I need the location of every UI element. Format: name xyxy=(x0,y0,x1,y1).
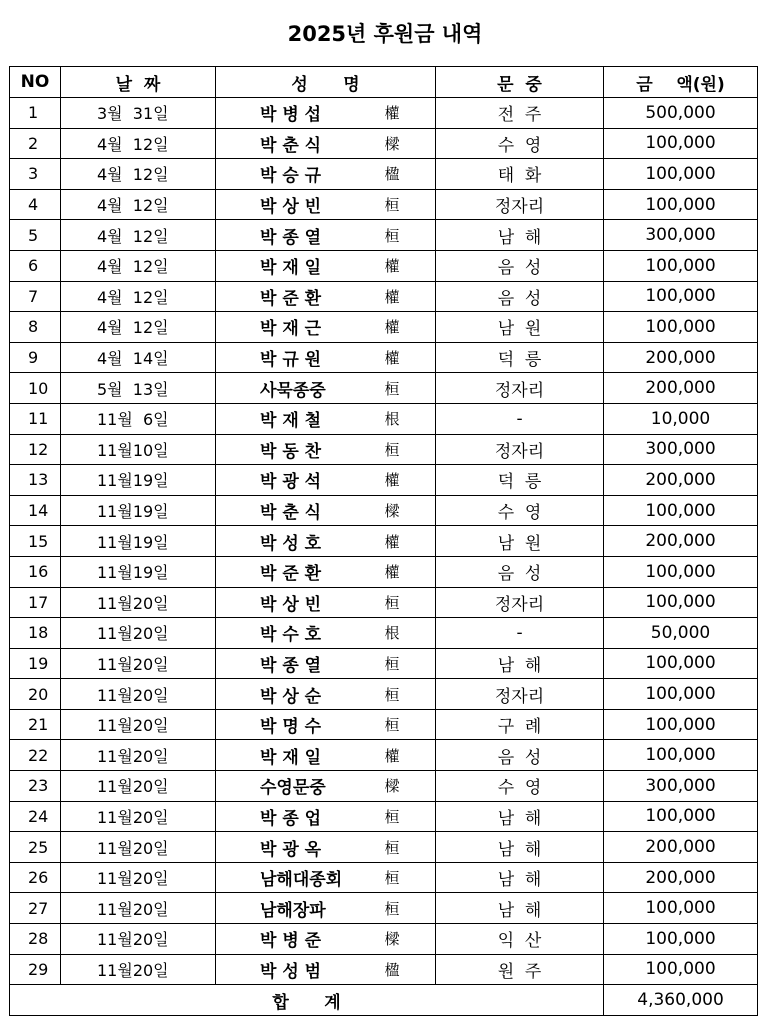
cell-hanja: 楹 xyxy=(385,159,436,190)
cell-amount: 100,000 xyxy=(604,924,758,955)
cell-donor-name: 박 재 근 xyxy=(216,312,385,343)
table-row xyxy=(10,801,758,832)
cell-date: 11월20일 xyxy=(61,954,216,985)
cell-hanja: 桓 xyxy=(385,679,436,710)
cell-no: 8 xyxy=(10,312,61,343)
cell-hanja: 桓 xyxy=(385,801,436,832)
table-row xyxy=(10,618,758,649)
cell-amount: 100,000 xyxy=(604,159,758,190)
cell-clan: 정자리 xyxy=(436,434,604,465)
cell-date: 11월20일 xyxy=(61,832,216,863)
table-row xyxy=(10,832,758,863)
cell-clan: 구 례 xyxy=(436,709,604,740)
cell-hanja: 樑 xyxy=(385,924,436,955)
table-row xyxy=(10,648,758,679)
cell-hanja: 權 xyxy=(385,465,436,496)
cell-donor-name: 남해장파 xyxy=(216,893,385,924)
cell-amount: 100,000 xyxy=(604,893,758,924)
cell-no: 29 xyxy=(10,954,61,985)
cell-donor-name: 사묵종중 xyxy=(216,373,385,404)
cell-donor-name: 박 동 찬 xyxy=(216,434,385,465)
cell-clan: - xyxy=(436,403,604,434)
table-row xyxy=(10,312,758,343)
cell-amount: 300,000 xyxy=(604,434,758,465)
cell-donor-name: 박 재 일 xyxy=(216,250,385,281)
cell-no: 28 xyxy=(10,924,61,955)
cell-amount: 100,000 xyxy=(604,250,758,281)
cell-no: 24 xyxy=(10,801,61,832)
cell-date: 11월20일 xyxy=(61,709,216,740)
cell-no: 14 xyxy=(10,495,61,526)
cell-hanja: 桓 xyxy=(385,434,436,465)
cell-date: 5월 13일 xyxy=(61,373,216,404)
cell-date: 4월 14일 xyxy=(61,342,216,373)
cell-clan: 음 성 xyxy=(436,281,604,312)
table-row xyxy=(10,771,758,802)
cell-date: 11월20일 xyxy=(61,924,216,955)
cell-clan: 원 주 xyxy=(436,954,604,985)
table-row xyxy=(10,679,758,710)
cell-clan: 익 산 xyxy=(436,924,604,955)
total-row xyxy=(10,985,758,1016)
table-row xyxy=(10,954,758,985)
cell-clan: 수 영 xyxy=(436,495,604,526)
cell-date: 4월 12일 xyxy=(61,250,216,281)
cell-date: 3월 31일 xyxy=(61,98,216,129)
cell-clan: 남 원 xyxy=(436,312,604,343)
cell-no: 20 xyxy=(10,679,61,710)
cell-donor-name: 박 종 열 xyxy=(216,648,385,679)
cell-clan: 전 주 xyxy=(436,98,604,129)
cell-amount: 100,000 xyxy=(604,648,758,679)
cell-amount: 200,000 xyxy=(604,526,758,557)
cell-amount: 100,000 xyxy=(604,495,758,526)
cell-clan: 남 원 xyxy=(436,526,604,557)
cell-clan: 남 해 xyxy=(436,801,604,832)
cell-donor-name: 박 춘 식 xyxy=(216,128,385,159)
cell-date: 4월 12일 xyxy=(61,189,216,220)
cell-hanja: 桓 xyxy=(385,373,436,404)
cell-amount: 100,000 xyxy=(604,281,758,312)
cell-no: 27 xyxy=(10,893,61,924)
cell-date: 11월20일 xyxy=(61,862,216,893)
cell-hanja: 桓 xyxy=(385,189,436,220)
cell-clan: 남 해 xyxy=(436,648,604,679)
table-row xyxy=(10,189,758,220)
header-name: 성 명 xyxy=(216,67,436,98)
header-amount: 금 액(원) xyxy=(604,67,758,98)
cell-hanja: 權 xyxy=(385,342,436,373)
header-no: NO xyxy=(10,67,61,98)
cell-no: 25 xyxy=(10,832,61,863)
cell-no: 15 xyxy=(10,526,61,557)
cell-hanja: 權 xyxy=(385,312,436,343)
cell-amount: 300,000 xyxy=(604,771,758,802)
cell-date: 4월 12일 xyxy=(61,281,216,312)
cell-donor-name: 박 종 업 xyxy=(216,801,385,832)
cell-date: 4월 12일 xyxy=(61,159,216,190)
cell-amount: 10,000 xyxy=(604,403,758,434)
cell-hanja: 桓 xyxy=(385,648,436,679)
cell-donor-name: 박 상 순 xyxy=(216,679,385,710)
cell-clan: 음 성 xyxy=(436,556,604,587)
cell-clan: 덕 릉 xyxy=(436,342,604,373)
cell-date: 4월 12일 xyxy=(61,220,216,251)
cell-amount: 100,000 xyxy=(604,679,758,710)
cell-date: 11월20일 xyxy=(61,771,216,802)
cell-date: 11월19일 xyxy=(61,526,216,557)
cell-clan: 정자리 xyxy=(436,373,604,404)
cell-amount: 100,000 xyxy=(604,709,758,740)
cell-clan: - xyxy=(436,618,604,649)
cell-donor-name: 수영문중 xyxy=(216,771,385,802)
cell-clan: 남 해 xyxy=(436,862,604,893)
cell-no: 18 xyxy=(10,618,61,649)
cell-date: 11월20일 xyxy=(61,587,216,618)
table-row xyxy=(10,281,758,312)
table-row xyxy=(10,465,758,496)
cell-donor-name: 박 준 환 xyxy=(216,556,385,587)
cell-hanja: 桓 xyxy=(385,587,436,618)
cell-no: 12 xyxy=(10,434,61,465)
table-row xyxy=(10,159,758,190)
cell-date: 11월19일 xyxy=(61,465,216,496)
cell-donor-name: 박 재 철 xyxy=(216,403,385,434)
table-row xyxy=(10,495,758,526)
table-row xyxy=(10,373,758,404)
table-row xyxy=(10,709,758,740)
cell-date: 11월20일 xyxy=(61,893,216,924)
cell-amount: 100,000 xyxy=(604,801,758,832)
table-row xyxy=(10,403,758,434)
cell-date: 11월 6일 xyxy=(61,403,216,434)
cell-amount: 300,000 xyxy=(604,220,758,251)
table-row xyxy=(10,98,758,129)
cell-no: 17 xyxy=(10,587,61,618)
cell-hanja: 權 xyxy=(385,526,436,557)
table-row xyxy=(10,220,758,251)
cell-amount: 100,000 xyxy=(604,312,758,343)
cell-hanja: 桓 xyxy=(385,220,436,251)
cell-hanja: 楹 xyxy=(385,954,436,985)
cell-clan: 정자리 xyxy=(436,679,604,710)
cell-donor-name: 박 광 석 xyxy=(216,465,385,496)
cell-donor-name: 박 규 원 xyxy=(216,342,385,373)
cell-donor-name: 박 상 빈 xyxy=(216,189,385,220)
cell-amount: 100,000 xyxy=(604,587,758,618)
cell-no: 23 xyxy=(10,771,61,802)
cell-clan: 남 해 xyxy=(436,832,604,863)
cell-clan: 정자리 xyxy=(436,189,604,220)
cell-no: 3 xyxy=(10,159,61,190)
cell-amount: 50,000 xyxy=(604,618,758,649)
cell-donor-name: 박 명 수 xyxy=(216,709,385,740)
cell-no: 26 xyxy=(10,862,61,893)
cell-hanja: 桓 xyxy=(385,832,436,863)
table-row xyxy=(10,526,758,557)
cell-date: 11월19일 xyxy=(61,556,216,587)
cell-no: 6 xyxy=(10,250,61,281)
cell-no: 13 xyxy=(10,465,61,496)
cell-donor-name: 박 승 규 xyxy=(216,159,385,190)
cell-clan: 음 성 xyxy=(436,250,604,281)
cell-hanja: 根 xyxy=(385,618,436,649)
cell-amount: 100,000 xyxy=(604,556,758,587)
cell-clan: 덕 릉 xyxy=(436,465,604,496)
cell-date: 4월 12일 xyxy=(61,128,216,159)
header-clan: 문 중 xyxy=(436,67,604,98)
cell-donor-name: 박 춘 식 xyxy=(216,495,385,526)
cell-date: 11월10일 xyxy=(61,434,216,465)
cell-date: 11월20일 xyxy=(61,648,216,679)
cell-hanja: 樑 xyxy=(385,771,436,802)
total-label: 합 계 xyxy=(10,985,604,1016)
cell-no: 22 xyxy=(10,740,61,771)
cell-donor-name: 박 종 열 xyxy=(216,220,385,251)
cell-clan: 남 해 xyxy=(436,220,604,251)
cell-clan: 태 화 xyxy=(436,159,604,190)
cell-donor-name: 박 성 호 xyxy=(216,526,385,557)
cell-no: 11 xyxy=(10,403,61,434)
cell-hanja: 樑 xyxy=(385,128,436,159)
table-row xyxy=(10,128,758,159)
cell-date: 11월19일 xyxy=(61,495,216,526)
cell-donor-name: 남해대종회 xyxy=(216,862,385,893)
cell-no: 10 xyxy=(10,373,61,404)
table-body xyxy=(10,98,758,985)
cell-clan: 수 영 xyxy=(436,771,604,802)
cell-hanja: 權 xyxy=(385,556,436,587)
cell-donor-name: 박 병 준 xyxy=(216,924,385,955)
cell-amount: 200,000 xyxy=(604,373,758,404)
cell-hanja: 權 xyxy=(385,250,436,281)
table-header-row xyxy=(10,67,758,98)
table-row xyxy=(10,434,758,465)
cell-clan: 남 해 xyxy=(436,893,604,924)
cell-date: 11월20일 xyxy=(61,740,216,771)
cell-clan: 음 성 xyxy=(436,740,604,771)
cell-donor-name: 박 병 섭 xyxy=(216,98,385,129)
cell-amount: 100,000 xyxy=(604,740,758,771)
cell-clan: 정자리 xyxy=(436,587,604,618)
cell-hanja: 桓 xyxy=(385,862,436,893)
cell-no: 16 xyxy=(10,556,61,587)
cell-amount: 200,000 xyxy=(604,862,758,893)
cell-hanja: 權 xyxy=(385,281,436,312)
cell-hanja: 權 xyxy=(385,98,436,129)
cell-hanja: 桓 xyxy=(385,709,436,740)
table-row xyxy=(10,342,758,373)
cell-amount: 100,000 xyxy=(604,128,758,159)
cell-no: 21 xyxy=(10,709,61,740)
cell-hanja: 根 xyxy=(385,403,436,434)
cell-donor-name: 박 광 옥 xyxy=(216,832,385,863)
cell-amount: 500,000 xyxy=(604,98,758,129)
total-amount: 4,360,000 xyxy=(604,985,758,1016)
cell-no: 9 xyxy=(10,342,61,373)
cell-hanja: 桓 xyxy=(385,893,436,924)
cell-amount: 100,000 xyxy=(604,189,758,220)
table-row xyxy=(10,587,758,618)
table-row xyxy=(10,556,758,587)
cell-hanja: 權 xyxy=(385,740,436,771)
cell-date: 11월20일 xyxy=(61,801,216,832)
cell-date: 11월20일 xyxy=(61,679,216,710)
table-row xyxy=(10,740,758,771)
cell-donor-name: 박 상 빈 xyxy=(216,587,385,618)
cell-date: 11월20일 xyxy=(61,618,216,649)
cell-amount: 100,000 xyxy=(604,954,758,985)
table-row xyxy=(10,862,758,893)
cell-amount: 200,000 xyxy=(604,342,758,373)
cell-no: 19 xyxy=(10,648,61,679)
header-date: 날 짜 xyxy=(61,67,216,98)
cell-amount: 200,000 xyxy=(604,832,758,863)
cell-donor-name: 박 준 환 xyxy=(216,281,385,312)
cell-donor-name: 박 수 호 xyxy=(216,618,385,649)
cell-no: 2 xyxy=(10,128,61,159)
cell-donor-name: 박 재 일 xyxy=(216,740,385,771)
cell-hanja: 樑 xyxy=(385,495,436,526)
donation-table xyxy=(9,66,758,1016)
cell-clan: 수 영 xyxy=(436,128,604,159)
cell-no: 5 xyxy=(10,220,61,251)
cell-donor-name: 박 성 범 xyxy=(216,954,385,985)
cell-date: 4월 12일 xyxy=(61,312,216,343)
cell-amount: 200,000 xyxy=(604,465,758,496)
table-row xyxy=(10,893,758,924)
cell-no: 1 xyxy=(10,98,61,129)
table-row xyxy=(10,250,758,281)
page-title: 2025년 후원금 내역 xyxy=(287,22,483,46)
table-row xyxy=(10,924,758,955)
cell-no: 4 xyxy=(10,189,61,220)
cell-no: 7 xyxy=(10,281,61,312)
